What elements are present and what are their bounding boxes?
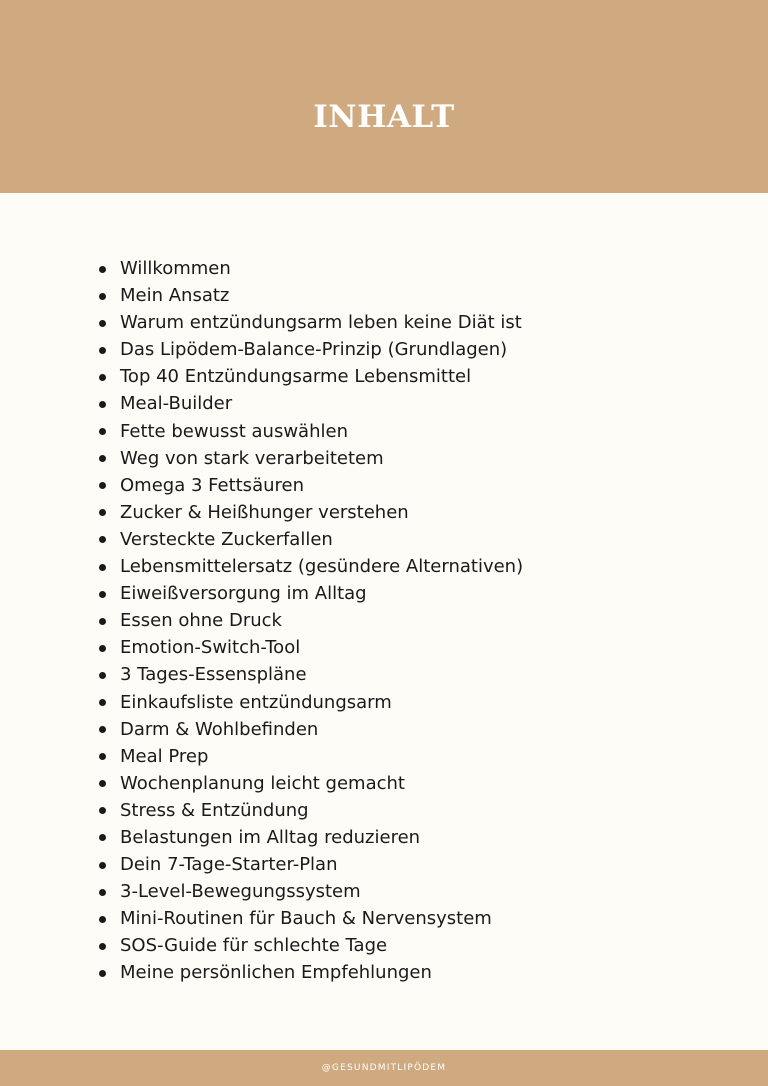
bullet-icon <box>99 320 106 327</box>
toc-item <box>99 390 523 417</box>
toc-item-label: 3-Level-Bewegungssystem <box>120 881 361 903</box>
toc-item <box>99 255 523 282</box>
toc-item <box>99 743 523 770</box>
toc-item-label: Emotion-Switch-Tool <box>120 637 301 659</box>
toc-item <box>99 499 523 526</box>
toc-item-label: Stress & Entzündung <box>120 799 309 821</box>
toc-item <box>99 716 523 743</box>
bullet-icon <box>99 672 106 679</box>
bullet-icon <box>99 347 106 354</box>
toc-item-label: Mein Ansatz <box>120 285 230 307</box>
bullet-icon <box>99 618 106 625</box>
bullet-icon <box>99 482 106 489</box>
toc-item-label: Wochenplanung leicht gemacht <box>120 772 405 794</box>
bullet-icon <box>99 889 106 896</box>
bullet-icon <box>99 834 106 841</box>
toc-item <box>99 905 523 932</box>
bullet-icon <box>99 916 106 923</box>
toc-item-label: Dein 7-Tage-Starter-Plan <box>120 854 338 876</box>
toc-item-label: Eiweißversorgung im Alltag <box>120 583 367 605</box>
toc-item-label: Fette bewusst auswählen <box>120 420 348 442</box>
toc-item <box>99 526 523 553</box>
bullet-icon <box>99 943 106 950</box>
toc-item <box>99 418 523 445</box>
toc-item <box>99 689 523 716</box>
toc-item <box>99 851 523 878</box>
bullet-icon <box>99 780 106 787</box>
toc-item <box>99 959 523 986</box>
bullet-icon <box>99 536 106 543</box>
toc-item-label: Essen ohne Druck <box>120 610 282 632</box>
toc-item <box>99 797 523 824</box>
toc-item <box>99 770 523 797</box>
toc-item <box>99 824 523 851</box>
toc-item-label: Mini-Routinen für Bauch & Nervensystem <box>120 908 492 930</box>
bullet-icon <box>99 699 106 706</box>
toc-item-label: Top 40 Entzündungsarme Lebensmittel <box>120 366 472 388</box>
toc-item-label: Meal-Builder <box>120 393 233 415</box>
toc-item-label: Das Lipödem-Balance-Prinzip (Grundlagen) <box>120 339 508 361</box>
bullet-icon <box>99 970 106 977</box>
toc-item-label: SOS-Guide für schlechte Tage <box>120 935 388 957</box>
toc-item-label: Zucker & Heißhunger verstehen <box>120 501 409 523</box>
bullet-icon <box>99 862 106 869</box>
bullet-icon <box>99 726 106 733</box>
toc-item-label: Versteckte Zuckerfallen <box>120 528 333 550</box>
toc-item <box>99 634 523 661</box>
bullet-icon <box>99 509 106 516</box>
bullet-icon <box>99 564 106 571</box>
toc-item-label: Darm & Wohlbefinden <box>120 718 319 740</box>
toc-item-label: Omega 3 Fettsäuren <box>120 474 304 496</box>
toc-item <box>99 580 523 607</box>
toc-item-label: Einkaufsliste entzündungsarm <box>120 691 392 713</box>
toc-item <box>99 282 523 309</box>
toc-item-label: Weg von stark verarbeitetem <box>120 447 384 469</box>
toc-item-label: Warum entzündungsarm leben keine Diät ist <box>120 312 522 334</box>
toc-item <box>99 932 523 959</box>
toc-item <box>99 553 523 580</box>
bullet-icon <box>99 591 106 598</box>
toc-item <box>99 363 523 390</box>
toc-item <box>99 878 523 905</box>
bullet-icon <box>99 293 106 300</box>
toc-item <box>99 661 523 688</box>
footer-handle: @GESUNDMITLIPÖDEM <box>321 1063 447 1073</box>
bullet-icon <box>99 374 106 381</box>
toc-item <box>99 336 523 363</box>
bullet-icon <box>99 266 106 273</box>
page-title: INHALT <box>313 98 455 135</box>
toc-item-label: Meal Prep <box>120 745 209 767</box>
bullet-icon <box>99 753 106 760</box>
table-of-contents <box>99 255 523 987</box>
toc-item-label: Lebensmittelersatz (gesündere Alternativen) <box>120 556 524 578</box>
toc-item <box>99 309 523 336</box>
toc-item-label: Meine persönlichen Empfehlungen <box>120 962 432 984</box>
bullet-icon <box>99 807 106 814</box>
bullet-icon <box>99 645 106 652</box>
bullet-icon <box>99 455 106 462</box>
toc-item-label: Belastungen im Alltag reduzieren <box>120 826 421 848</box>
toc-item <box>99 445 523 472</box>
toc-item <box>99 472 523 499</box>
bullet-icon <box>99 401 106 408</box>
toc-item <box>99 607 523 634</box>
bullet-icon <box>99 428 106 435</box>
toc-item-label: 3 Tages-Essenspläne <box>120 664 307 686</box>
toc-item-label: Willkommen <box>120 258 231 279</box>
